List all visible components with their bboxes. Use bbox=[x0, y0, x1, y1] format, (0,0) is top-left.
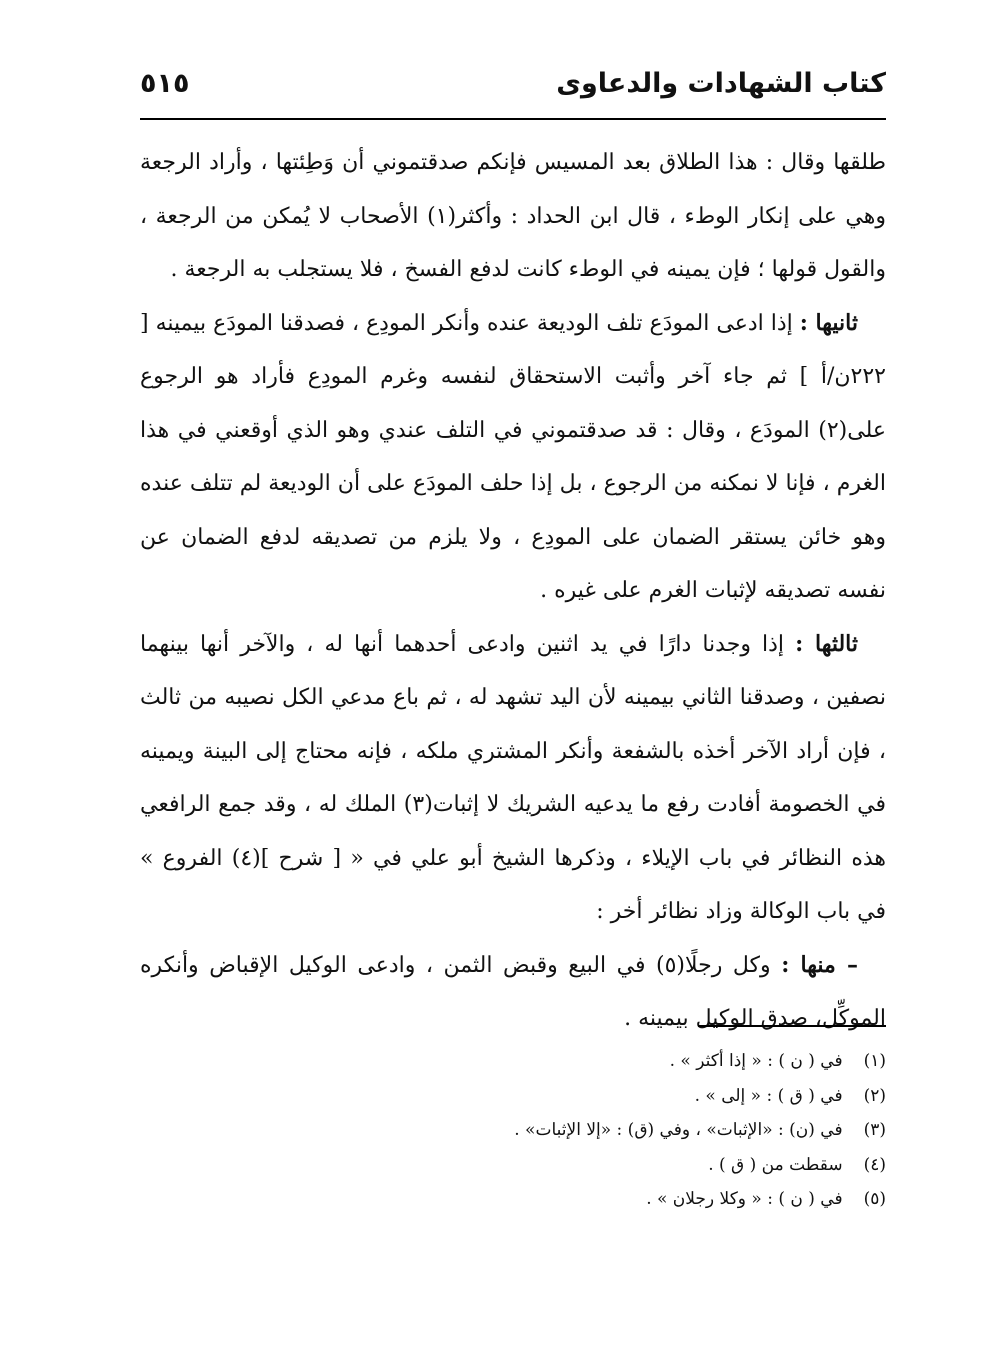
footnote-number: (٥) bbox=[863, 1189, 886, 1209]
paragraph-lead: ثالثها : bbox=[795, 630, 858, 657]
footnote-text: في (ن) : «الإثبات» ، وفي (ق) : «إلا الإثبات» . bbox=[514, 1120, 843, 1140]
footnote-3 bbox=[140, 1113, 886, 1148]
footnote-separator bbox=[698, 1025, 886, 1027]
header-rule bbox=[140, 118, 886, 120]
paragraph-3 bbox=[140, 618, 886, 939]
footnote-text: سقطت من ( ق ) . bbox=[708, 1154, 843, 1175]
paragraph-text: طلقها وقال : هذا الطلاق بعد المسيس فإنكم صدقتموني أن وَطِئتها ، وأراد الرجعة وهي على إنكار الوطء ، قال ابن الحداد : وأكثر(١) الأصحاب لا يُمكن من الرجعة ، والقول قولها ؛ فإن يمينه في الوطء كانت لدفع الفسخ ، فلا يستجلب به الرجعة . bbox=[140, 150, 886, 282]
footnote-text: في ( ن ) : « إذا أكثر » . bbox=[669, 1051, 843, 1071]
footnote-number: (١) bbox=[863, 1051, 886, 1071]
footnote-number: (٤) bbox=[863, 1154, 886, 1175]
paragraph-4 bbox=[140, 939, 886, 1046]
paragraph-text: وكل رجلًا(٥) في البيع وقبض الثمن ، وادعى الوكيل الإقباض وأنكره الموكِّل، صدق الوكيل بيمينه . bbox=[140, 952, 886, 1031]
footnote-5 bbox=[140, 1182, 886, 1217]
footnote-number: (٣) bbox=[863, 1120, 886, 1140]
footnote-2 bbox=[140, 1079, 886, 1114]
page-number: ٥١٥ bbox=[140, 68, 190, 99]
page-header bbox=[140, 62, 886, 110]
footnote-text: في ( ن ) : « وكلا رجلان » . bbox=[646, 1189, 843, 1209]
footnote-4 bbox=[140, 1148, 886, 1183]
running-title: كتاب الشهادات والدعاوى bbox=[556, 68, 886, 99]
paragraph-text: إذا ادعى المودَع تلف الوديعة عنده وأنكر المودِع ، فصدقنا المودَع بيمينه [ ٢٢٢ن/أ ] ثم جاء آخر وأثبت الاستحقاق لنفسه وغرم المودِع فأراد هو الرجوع على(٢) المودَع ، وقال : قد صدقتموني في التلف عندي وهو الذي أوقعني في هذا الغرم ، فإنا لا نمكنه من الرجوع ، بل إذا حلف المودَع على أن الوديعة لم تتلف عنده وهو خائن يستقر الضمان على المودِع ، ولا يلزم من تصديقه لدفع الضمان عن نفسه تصديقه لإثبات الغرم على غيره . bbox=[140, 310, 887, 603]
footnote-text: في ( ق ) : « إلى » . bbox=[694, 1085, 843, 1106]
paragraph-1 bbox=[140, 136, 886, 297]
paragraph-2 bbox=[140, 297, 886, 618]
main-text bbox=[140, 136, 886, 1046]
footnotes bbox=[140, 1044, 886, 1217]
footnote-number: (٢) bbox=[863, 1085, 886, 1106]
paragraph-lead: – منها : bbox=[781, 951, 859, 978]
footnote-1 bbox=[140, 1044, 886, 1079]
paragraph-lead: ثانيها : bbox=[799, 309, 858, 336]
paragraph-text: إذا وجدنا دارًا في يد اثنين وادعى أحدهما أنها له ، والآخر أنها بينهما نصفين ، وصدقنا الثاني بيمينه لأن اليد تشهد له ، ثم باع مدعي الكل نصيبه من ثالث ، فإن أراد الآخر أخذه بالشفعة وأنكر المشتري ملكه ، فإنه محتاج إلى البينة ويمينه في الخصومة أفادت رفع ما يدعيه الشريك لا إثبات(٣) الملك له ، وقد جمع الرافعي هذه النظائر في باب الإيلاء ، وذكرها الشيخ أبو علي في « [ شرح ](٤) الفروع » في باب الوكالة وزاد نظائر أخر : bbox=[140, 631, 886, 924]
